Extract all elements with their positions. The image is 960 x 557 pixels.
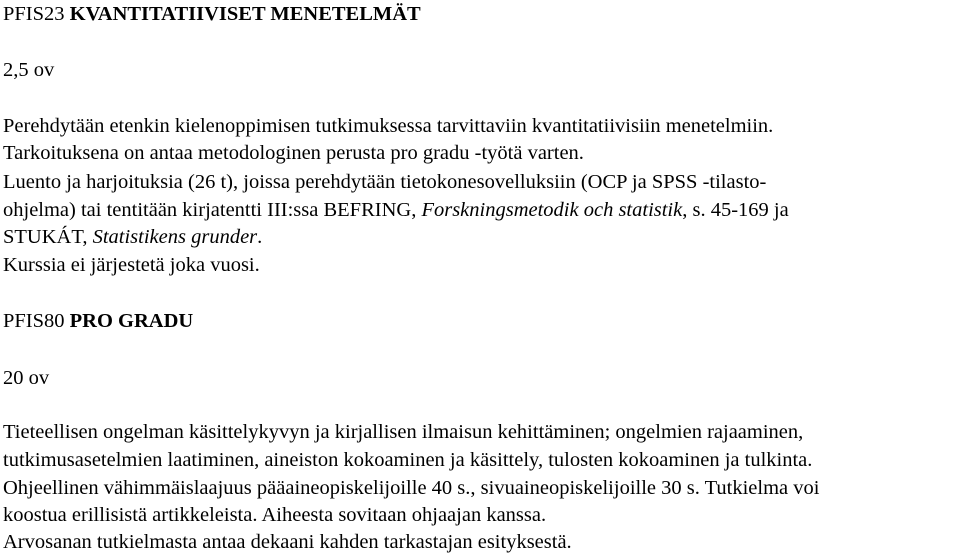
book-title: Forskningsmetodik och statistik: [421, 199, 683, 221]
course2-title: PRO GRADU: [69, 310, 194, 332]
course2-credits: 20 ov: [3, 367, 50, 389]
course1-lecture-line: Luento ja harjoituksia (26 t), joissa perehdytään tietokonesovelluksiin (OCP ja SPSS -tilasto-: [3, 171, 767, 193]
course2-desc-line: Ohjeellinen vähimmäislaajuus pääaineopiskelijoille 40 s., sivuaineopiskelijoille 30 s. Tutkielma voi: [3, 477, 820, 499]
course1-desc-line: Tarkoituksena on antaa metodologinen perusta pro gradu -työtä varten.: [3, 142, 584, 164]
course2-code: PFIS80: [3, 310, 65, 332]
course1-exam-line: [3, 198, 789, 222]
course2-heading: [3, 309, 193, 333]
text-segment: STUKÁT,: [3, 226, 93, 248]
course1-heading: [3, 2, 421, 26]
text-segment: , s. 45-169 ja: [682, 199, 789, 221]
text-segment: .: [257, 226, 263, 248]
text-segment: ohjelma) tai tentitään kirjatentti III:ssa BEFRING,: [3, 199, 422, 221]
course2-desc-line: Tieteellisen ongelman käsittelykyvyn ja kirjallisen ilmaisun kehittäminen; ongelmien rajaaminen,: [3, 421, 804, 443]
book-title: Statistikens grunder: [92, 226, 258, 248]
course1-code: PFIS23: [3, 3, 65, 25]
course1-credits: 2,5 ov: [3, 59, 55, 81]
course1-note: Kurssia ei järjestetä joka vuosi.: [3, 254, 260, 276]
course2-desc-line: koostua erillisistä artikkeleista. Aiheesta sovitaan ohjaajan kanssa.: [3, 504, 547, 526]
course1-desc-line: Perehdytään etenkin kielenoppimisen tutkimuksessa tarvittaviin kvantitatiivisiin menetelmiin.: [3, 115, 774, 137]
course1-title: KVANTITATIIVISET MENETELMÄT: [69, 3, 421, 25]
course2-desc-line: Arvosanan tutkielmasta antaa dekaani kahden tarkastajan esityksestä.: [3, 531, 572, 553]
course1-exam-line: [3, 225, 262, 249]
course2-desc-line: tutkimusasetelmien laatiminen, aineiston kokoaminen ja käsittely, tulosten kokoaminen ja tulkinta.: [3, 449, 813, 471]
